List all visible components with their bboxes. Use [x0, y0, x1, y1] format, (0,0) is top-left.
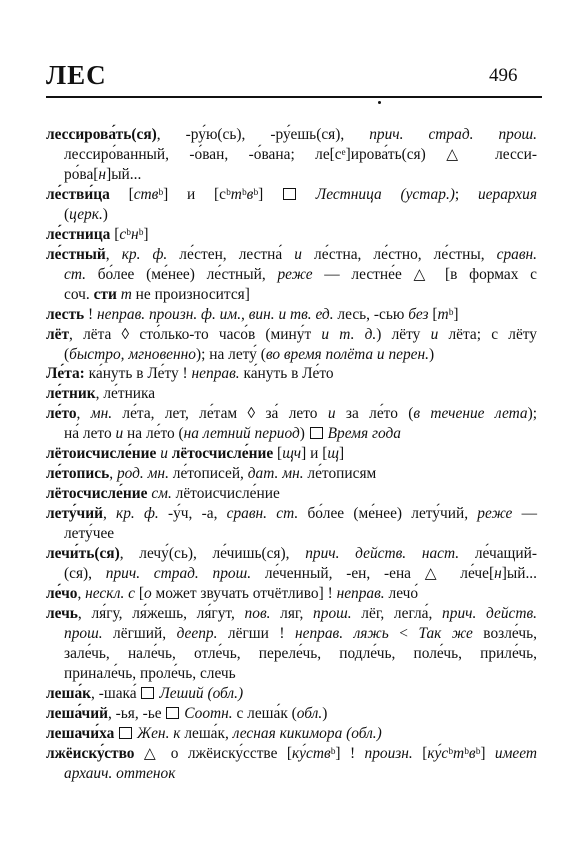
- header-rule: [46, 96, 542, 98]
- entry-text: (: [64, 346, 70, 363]
- entry-text: [: [109, 186, 134, 203]
- entry-text: ле́тописей,: [168, 465, 248, 482]
- empty-square-icon: [283, 188, 296, 200]
- italic-label: ку́ств: [291, 745, 331, 762]
- italic-label: т: [437, 306, 449, 323]
- entry-line: [46, 325, 537, 345]
- entry-text: ] и [: [301, 445, 328, 462]
- entry-line: [64, 145, 537, 165]
- italic-label: прош.: [64, 625, 103, 642]
- entry-text: [: [135, 585, 144, 602]
- headword: лжёиску́ство: [46, 745, 135, 762]
- entry-text: [: [412, 745, 428, 762]
- italic-label: во время полёта и перен.: [265, 346, 430, 363]
- entry-text: леша́к,: [180, 725, 233, 742]
- italic-label: н: [494, 565, 502, 582]
- headword: лёт: [46, 326, 70, 343]
- entry-text: ,: [102, 505, 117, 522]
- speck-mark: [378, 101, 381, 104]
- entry-text: с леша́к (: [232, 705, 297, 722]
- headword: лётоисчисле́ние: [46, 445, 157, 462]
- entry-text: ле́чащий-: [459, 545, 538, 562]
- entry-text: ); на лету́ (: [195, 346, 266, 363]
- italic-label: быстро, мгновенно: [69, 346, 196, 363]
- italic-label: прич. страд. прош.: [105, 565, 252, 582]
- entry-text: ᵇ] !: [330, 745, 365, 762]
- italic-label: неправ. ляжь: [294, 625, 389, 642]
- entry-line: [46, 245, 537, 265]
- entry-text: ᵇ]: [253, 186, 282, 203]
- italic-label: и: [115, 425, 124, 442]
- italic-label: т: [230, 186, 242, 203]
- headword: сти: [93, 286, 117, 303]
- italic-label: ст.: [64, 266, 86, 283]
- entry-line: [64, 524, 114, 544]
- entry-text: ,: [77, 585, 86, 602]
- italic-label: дат. мн.: [247, 465, 304, 482]
- entry-line: [64, 205, 108, 225]
- italic-label: н: [130, 226, 139, 243]
- headword: леша́к: [46, 685, 92, 702]
- entry-text: ка́нуть в Ле́ту !: [84, 365, 192, 382]
- italic-label: ку́с: [427, 745, 449, 762]
- headword: леша́чий: [46, 705, 108, 722]
- entry-text: ): [322, 705, 328, 722]
- entry-text: лечо́: [384, 585, 419, 602]
- entry-text: ]ый...: [106, 166, 142, 183]
- entry-line: [46, 484, 280, 504]
- italic-label: и: [294, 246, 302, 263]
- italic-label: прош.: [313, 605, 352, 622]
- entry-text: ]ирова́ть(ся) △ лесси-: [345, 146, 537, 163]
- page-number: 496: [489, 65, 518, 86]
- italic-label: неправ.: [191, 365, 240, 382]
- headword: лету́чий: [46, 505, 103, 522]
- italic-label: на летний период: [183, 425, 300, 442]
- entry-line: [46, 305, 459, 325]
- entry-text: ро́ва[: [64, 166, 99, 183]
- entry-text: ᵇ: [241, 186, 247, 203]
- entry-text: лёта; с лёту: [438, 326, 537, 343]
- entry-line: [46, 125, 537, 145]
- italic-label: Соотн.: [184, 705, 233, 722]
- headword: ле́стный: [46, 246, 106, 263]
- headword: лётосчисле́ние: [171, 445, 274, 462]
- entry-text: ле́ченный, -ен, -ена △ ле́че[: [251, 565, 495, 582]
- entry-text: [: [110, 226, 120, 243]
- italic-label: с: [119, 226, 127, 243]
- headword: лесть: [46, 306, 85, 323]
- headword: ле́чо: [46, 585, 78, 602]
- entry-line: [46, 504, 537, 524]
- italic-label: реже: [477, 505, 513, 522]
- entry-line: [46, 185, 537, 205]
- entry-text: ᵇ]: [138, 226, 149, 243]
- entry-text: ляг,: [270, 605, 314, 622]
- entry-text: , -ру́ю(сь), -ру́ешь(ся),: [156, 126, 370, 143]
- entry-text: бо́лее (ме́нее) лету́чий,: [298, 505, 478, 522]
- entry-text: ᵇ: [225, 186, 231, 203]
- headword: Ле́та:: [46, 365, 85, 382]
- entry-text: за ле́то (: [335, 405, 414, 422]
- entry-line: [46, 225, 148, 245]
- italic-label: прич. действ.: [442, 605, 537, 622]
- entry-text: —: [512, 505, 537, 522]
- italic-label: деепр.: [176, 625, 218, 642]
- entry-text: на́ лето: [64, 425, 116, 442]
- entry-line: [46, 744, 537, 764]
- entry-text: ,: [105, 246, 122, 263]
- entry-line: [64, 664, 236, 684]
- entry-line: [46, 704, 327, 724]
- entry-text: зале́чь, нале́чь, отле́чь, переле́чь, подле́чь, поле́чь, приле́чь,: [64, 645, 537, 662]
- entry-text: лёг, легла́,: [351, 605, 443, 622]
- entry-text: ᵇ] и [с: [158, 186, 226, 203]
- italic-label: неправ. произн. ф. им., вин. и тв. ед.: [97, 306, 334, 323]
- italic-label: и: [327, 405, 336, 422]
- entry-text: может звучать отчётливо] !: [151, 585, 337, 602]
- entry-text: ᵇ: [464, 745, 469, 762]
- headword: ле́стница: [46, 226, 111, 243]
- entry-line: [46, 604, 537, 624]
- entry-line: [64, 424, 401, 444]
- entry-text: ᵇ: [448, 745, 453, 762]
- italic-label: и: [160, 445, 168, 462]
- entry-line: [46, 404, 537, 424]
- entry-text: бо́лее (ме́нее) ле́стный,: [85, 266, 278, 283]
- headword: ле́стви́ца: [46, 186, 110, 203]
- italic-label: щч: [282, 445, 302, 462]
- italic-label: Так же: [418, 625, 473, 642]
- entry-text: лету́чее: [64, 525, 115, 542]
- headword: лётосчисле́ние: [46, 485, 148, 502]
- empty-square-icon: [119, 727, 132, 739]
- entry-text: ᵉ: [341, 146, 346, 163]
- italic-label: в течение лета: [413, 405, 528, 422]
- headword: ле́топись: [46, 465, 110, 482]
- italic-label: в: [246, 186, 254, 203]
- entry-text: ]ый...: [501, 565, 537, 582]
- italic-label: мн.: [90, 405, 113, 422]
- entry-text: ка́нуть в Ле́то: [239, 365, 334, 382]
- entry-text: ]: [338, 445, 345, 462]
- entry-text: ᵇ]: [475, 745, 495, 762]
- entry-text: );: [527, 405, 537, 422]
- italic-label: произн.: [364, 745, 413, 762]
- entry-text: лесь, -сью: [333, 306, 409, 323]
- entry-text: соч.: [64, 286, 94, 303]
- italic-label: нескл. с: [85, 585, 136, 602]
- italic-label: см.: [151, 485, 172, 502]
- italic-label: без: [408, 306, 429, 323]
- italic-label: пов.: [244, 605, 271, 622]
- entry-text: [297, 186, 316, 203]
- running-head-word: ЛЕС: [46, 60, 107, 90]
- entry-text: — лестне́е △ [в формах с: [312, 266, 537, 283]
- entry-text: (: [64, 206, 70, 223]
- entry-text: , ле́тника: [95, 385, 156, 402]
- italic-label: сравн.: [496, 246, 537, 263]
- entry-text: ): [429, 346, 435, 363]
- entry-text: ле́стен, лестна́: [167, 246, 295, 263]
- entry-line: [64, 624, 537, 644]
- italic-label: н: [98, 166, 107, 183]
- entry-text: ,: [76, 405, 91, 422]
- italic-label: церк.: [69, 206, 103, 223]
- entry-text: принале́чь, проле́чь, слечь: [64, 665, 236, 682]
- entry-text: ): [102, 206, 108, 223]
- italic-label: и т. д.: [321, 326, 377, 343]
- italic-label: реже: [277, 266, 313, 283]
- entry-text: ле́стна, ле́стно, ле́стны,: [301, 246, 497, 263]
- entry-line: [46, 544, 537, 564]
- entry-text: (ся),: [64, 565, 106, 582]
- entry-line: [46, 584, 418, 604]
- italic-label: кр. ф.: [121, 246, 168, 263]
- entry-text: возле́чь,: [472, 625, 537, 642]
- italic-label: т: [120, 286, 132, 303]
- headword: ле́тник: [46, 385, 96, 402]
- italic-label: и: [430, 326, 439, 343]
- italic-label: иерархия: [477, 186, 537, 203]
- entry-text: [114, 725, 118, 742]
- entry-line: [64, 564, 537, 584]
- entry-text: <: [388, 625, 419, 642]
- entry-text: ;: [454, 186, 478, 203]
- italic-label: Время года: [327, 425, 401, 442]
- entry-text: ,: [109, 465, 117, 482]
- italic-label: ств: [133, 186, 159, 203]
- entry-line: [64, 285, 250, 305]
- entry-text: ᵇ: [126, 226, 131, 243]
- italic-label: т: [452, 745, 465, 762]
- entry-text: [: [273, 445, 283, 462]
- italic-label: кр. ф.: [116, 505, 159, 522]
- entry-line: [64, 265, 537, 285]
- entry-text: лессиро́ванный, -о́ван, -о́вана; ле[с: [64, 146, 342, 163]
- italic-label: неправ.: [336, 585, 385, 602]
- headword: лечь: [46, 605, 78, 622]
- entry-text: ): [299, 425, 309, 442]
- entry-line: [46, 684, 243, 704]
- empty-square-icon: [310, 427, 323, 439]
- entry-text: [: [428, 306, 438, 323]
- entry-line: [64, 165, 141, 185]
- entry-text: на ле́то (: [123, 425, 184, 442]
- italic-label: в: [468, 745, 476, 762]
- entry-text: ) лёту: [376, 326, 431, 343]
- entry-line: [46, 384, 155, 404]
- entry-text: -у́ч, -а,: [158, 505, 227, 522]
- italic-label: Леший (обл.): [159, 685, 244, 702]
- headword: лечи́ть(ся): [46, 545, 120, 562]
- entry-text: , лечу́(сь), ле́чишь(ся),: [119, 545, 306, 562]
- entry-line: [46, 724, 382, 744]
- headword: ле́то: [46, 405, 77, 422]
- entry-text: лёгши !: [217, 625, 295, 642]
- entry-text: △ о лжёиску́сстве [: [134, 745, 292, 762]
- italic-label: архаич. оттенок: [64, 765, 176, 782]
- entry-line: [46, 364, 334, 384]
- entry-text: , -шака́: [91, 685, 141, 702]
- entry-line: [64, 345, 434, 365]
- italic-label: сравн. ст.: [226, 505, 299, 522]
- entry-text: ᵇ]: [448, 306, 459, 323]
- entry-text: , лёта ◊ сто́лько-то часо́в (мину́т: [69, 326, 322, 343]
- italic-label: прич. страд. прош.: [369, 126, 537, 143]
- entry-text: ле́та, лет, ле́там ◊ за́ лето: [112, 405, 328, 422]
- headword: лешачи́ха: [46, 725, 115, 742]
- entry-text: лётоисчисле́ние: [171, 485, 280, 502]
- entry-text: ле́тописям: [303, 465, 377, 482]
- entry-line: [46, 464, 376, 484]
- entry-text: , -ья, -ье: [107, 705, 166, 722]
- entry-text: !: [84, 306, 98, 323]
- entry-line: [64, 644, 537, 664]
- entry-text: лёгший,: [102, 625, 177, 642]
- entry-text: не произносится]: [131, 286, 250, 303]
- italic-label: Лестница (устар.): [315, 186, 455, 203]
- italic-label: прич. действ. наст.: [305, 545, 460, 562]
- headword: лессирова́ть(ся): [46, 126, 157, 143]
- empty-square-icon: [141, 687, 154, 699]
- entry-line: [46, 444, 344, 464]
- entry-line: [64, 764, 175, 784]
- italic-label: Жен. к: [137, 725, 181, 742]
- italic-label: имеет: [494, 745, 537, 762]
- italic-label: обл.: [296, 705, 323, 722]
- italic-label: род. мн.: [116, 465, 169, 482]
- italic-label: о: [144, 585, 152, 602]
- entry-text: , ля́гу, ля́жешь, ля́гут,: [77, 605, 245, 622]
- italic-label: щ: [327, 445, 339, 462]
- italic-label: лесная кикимора (обл.): [232, 725, 382, 742]
- empty-square-icon: [166, 707, 179, 719]
